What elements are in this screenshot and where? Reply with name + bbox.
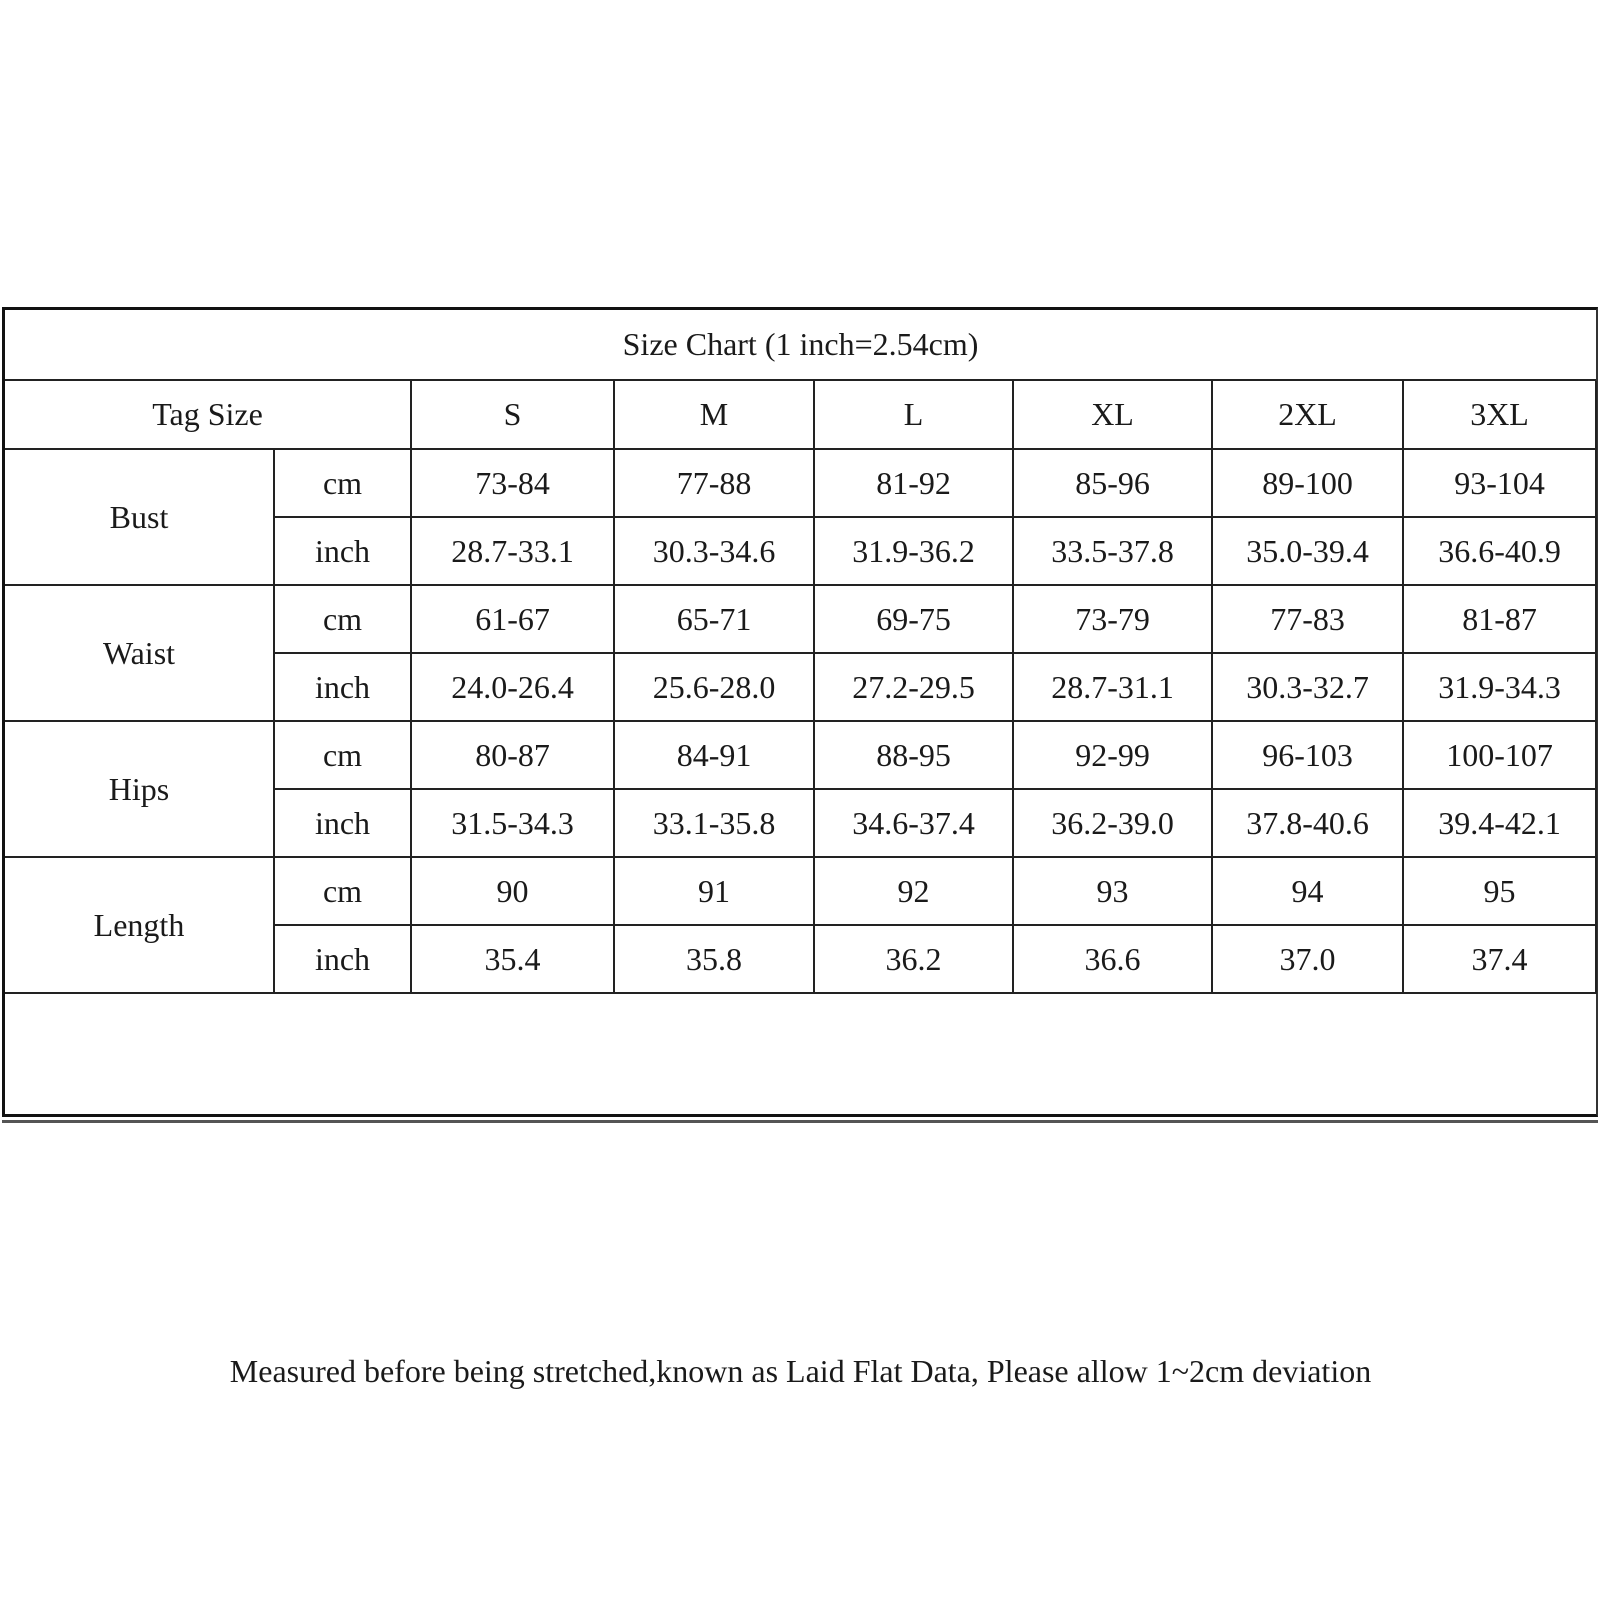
tag-size-header: Tag Size [5,381,411,449]
table-cell: 28.7-33.1 [411,517,614,585]
table-cell: 30.3-32.7 [1212,653,1403,721]
table-cell: 73-79 [1013,585,1212,653]
size-header-3xl: 3XL [1403,381,1596,449]
table-cell: 94 [1212,857,1403,925]
size-table [5,381,1597,994]
table-cell: 31.5-34.3 [411,789,614,857]
table-cell: 88-95 [814,721,1013,789]
table-cell: 34.6-37.4 [814,789,1013,857]
table-cell: 100-107 [1403,721,1596,789]
table-cell: 39.4-42.1 [1403,789,1596,857]
table-cell: 33.5-37.8 [1013,517,1212,585]
table-cell: 36.2-39.0 [1013,789,1212,857]
unit-label: inch [274,925,411,993]
table-row [5,721,1596,789]
table-cell: 85-96 [1013,449,1212,517]
table-cell: 91 [614,857,814,925]
table-cell: 93 [1013,857,1212,925]
size-header-xl: XL [1013,381,1212,449]
header-row [5,381,1596,449]
table-cell: 35.8 [614,925,814,993]
measurement-label-hips: Hips [5,721,274,857]
table-cell: 37.4 [1403,925,1596,993]
unit-label: inch [274,789,411,857]
table-cell: 90 [411,857,614,925]
table-cell: 69-75 [814,585,1013,653]
size-header-s: S [411,381,614,449]
table-cell: 37.0 [1212,925,1403,993]
unit-label: cm [274,857,411,925]
table-row [5,585,1596,653]
table-cell: 65-71 [614,585,814,653]
table-cell: 27.2-29.5 [814,653,1013,721]
table-cell: 35.4 [411,925,614,993]
table-cell: 37.8-40.6 [1212,789,1403,857]
table-cell: 35.0-39.4 [1212,517,1403,585]
size-header-m: M [614,381,814,449]
table-cell: 36.2 [814,925,1013,993]
unit-label: cm [274,721,411,789]
measurement-note: Measured before being stretched,known as Laid Flat Data, Please allow 1~2cm deviation [229,1353,1372,1389]
table-cell: 61-67 [411,585,614,653]
table-cell: 81-87 [1403,585,1596,653]
table-cell: 25.6-28.0 [614,653,814,721]
table-cell: 36.6-40.9 [1403,517,1596,585]
table-cell: 77-88 [614,449,814,517]
table-row [5,449,1596,517]
table-cell: 96-103 [1212,721,1403,789]
table-cell: 36.6 [1013,925,1212,993]
table-cell: 89-100 [1212,449,1403,517]
unit-label: inch [274,517,411,585]
chart-title: Size Chart (1 inch=2.54cm) [5,310,1596,381]
table-cell: 95 [1403,857,1596,925]
table-cell: 73-84 [411,449,614,517]
unit-label: cm [274,449,411,517]
table-cell: 81-92 [814,449,1013,517]
measurement-label-bust: Bust [5,449,274,585]
table-cell: 93-104 [1403,449,1596,517]
table-cell: 30.3-34.6 [614,517,814,585]
table-cell: 84-91 [614,721,814,789]
measurement-label-waist: Waist [5,585,274,721]
size-header-2xl: 2XL [1212,381,1403,449]
table-cell: 92 [814,857,1013,925]
size-chart [2,307,1598,1389]
table-row [5,857,1596,925]
measurement-label-length: Length [5,857,274,993]
size-header-l: L [814,381,1013,449]
table-cell: 31.9-34.3 [1403,653,1596,721]
table-cell: 77-83 [1212,585,1403,653]
unit-label: inch [274,653,411,721]
table-cell: 33.1-35.8 [614,789,814,857]
table-cell: 24.0-26.4 [411,653,614,721]
unit-label: cm [274,585,411,653]
table-cell: 80-87 [411,721,614,789]
table-cell: 92-99 [1013,721,1212,789]
table-cell: 28.7-31.1 [1013,653,1212,721]
table-cell: 31.9-36.2 [814,517,1013,585]
